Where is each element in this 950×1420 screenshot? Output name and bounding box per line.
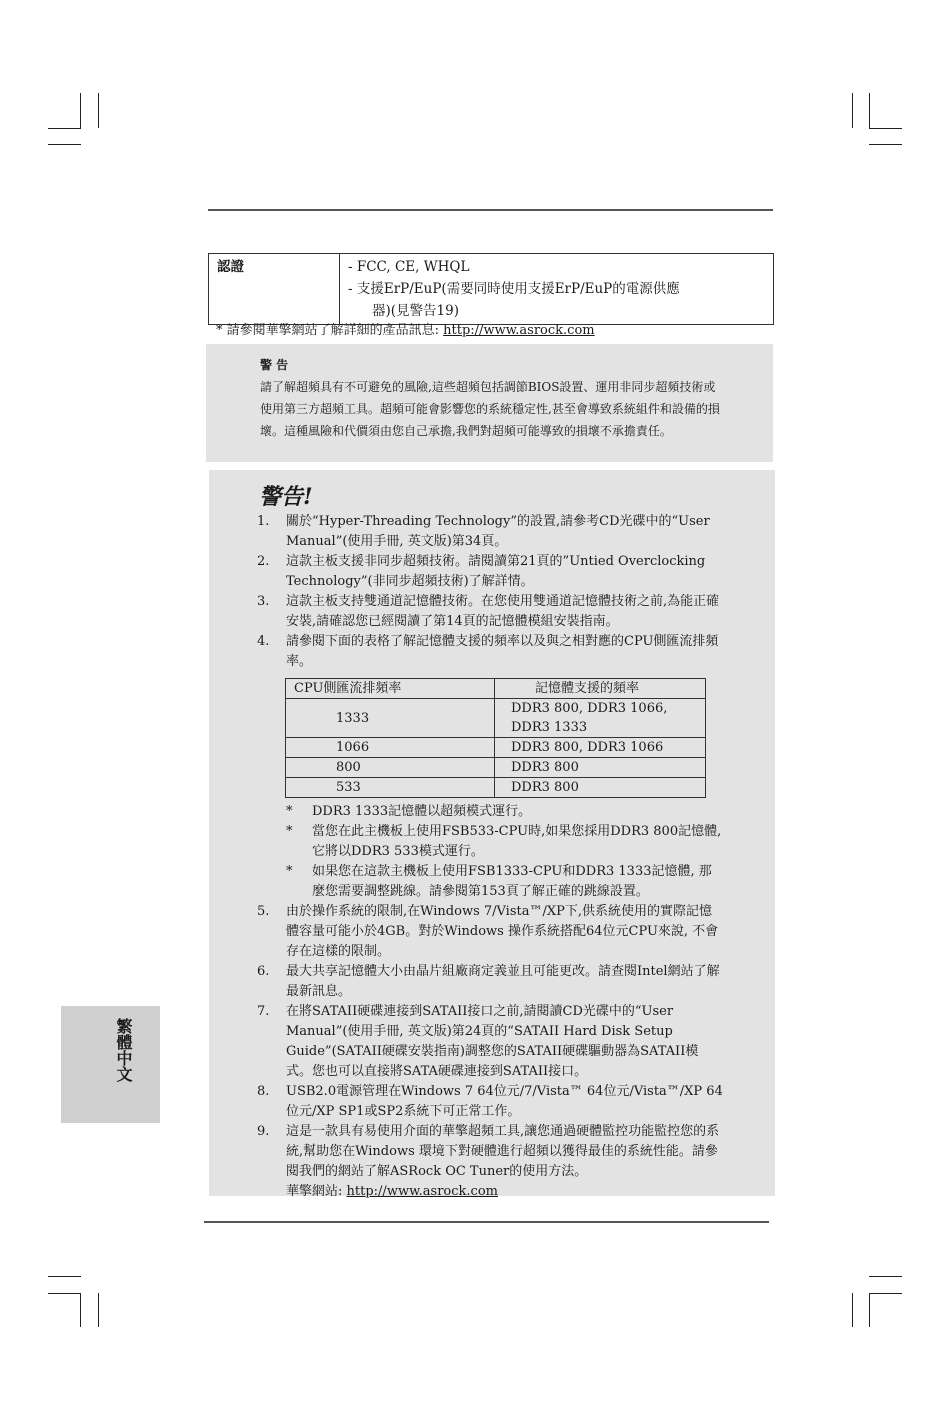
crop-mark (80, 93, 81, 128)
list-item (253, 512, 723, 552)
crop-mark (48, 1293, 81, 1294)
list-item (253, 962, 723, 1002)
item9-site-link[interactable]: http://www.asrock.com (346, 1184, 498, 1199)
freq-cell: 533 (286, 778, 495, 798)
list-item (253, 1082, 723, 1122)
freq-note-text: 如果您在這款主機板上使用FSB1333-CPU和DDR3 1333記憶體, 那麼您需要調整跳線。請參閱第153頁了解正確的跳線設置。 (312, 864, 712, 899)
language-tab (61, 1006, 160, 1123)
item-text: 在將SATAII硬碟連接到SATAII接口之前,請閱讀CD光碟中的“User Manual”(使用手冊, 英文版)第24頁的“SATAII Hard Disk Setup Guide”(SATAII硬碟安裝指南)調整您的SATAII硬碟驅動器為SATAII模式。您也可以直接將SATA硬碟連接到SATAII接口。 (286, 1004, 699, 1079)
freq-cell: 800 (286, 758, 495, 778)
spec-line: 器)(見警告19) (372, 303, 459, 319)
freq-table (285, 678, 706, 798)
crop-mark (869, 1293, 870, 1327)
list-item (253, 632, 723, 902)
warnings-list (253, 512, 723, 1202)
crop-mark (869, 1276, 902, 1277)
crop-mark (869, 1293, 902, 1294)
warnings-box (209, 470, 775, 1199)
freq-cell: DDR3 800, DDR3 1066, DDR3 1333 (495, 699, 706, 738)
item-number: 4. (257, 634, 270, 649)
freq-note-text: DDR3 1333記憶體以超頻模式運行。 (312, 804, 532, 819)
freq-note-text: 當您在此主機板上使用FSB533-CPU時,如果您採用DDR3 800記憶體,它將以DDR3 533模式運行。 (312, 824, 722, 859)
freq-note: * 當您在此主機板上使用FSB533-CPU時,如果您採用DDR3 800記憶體,它將以DDR3 533模式運行。 (286, 824, 722, 859)
list-item (253, 552, 723, 592)
item-number: 8. (257, 1084, 270, 1099)
item-text: 關於“Hyper-Threading Technology”的設置,請參考CD光碟中的“User Manual”(使用手冊, 英文版)第34頁。 (286, 514, 710, 549)
item9-site-label: 華擎網站: (286, 1184, 343, 1199)
crop-mark (869, 93, 870, 128)
spec-table (208, 253, 774, 325)
item-text: 這是一款具有易使用介面的華擎超頻工具,讓您通過硬體監控功能監控您的系統,幫助您在Windows 環境下對硬體進行超頻以獲得最佳的系統性能。請參閱我們的網站了解ASRock OC Tuner的使用方法。 (286, 1124, 720, 1179)
crop-mark (98, 93, 99, 128)
item-number: 1. (257, 514, 270, 529)
crop-mark (852, 93, 853, 128)
freq-cell: DDR3 800, DDR3 1066 (495, 738, 706, 758)
item-number: 3. (257, 594, 270, 609)
footnote-link[interactable]: http://www.asrock.com (443, 323, 595, 338)
freq-cell: DDR3 800 (495, 778, 706, 798)
freq-header: CPU側匯流排頻率 (286, 679, 495, 699)
spec-line: - FCC, CE, WHQL (348, 259, 470, 275)
list-item (253, 1122, 723, 1202)
footer-rule (204, 1221, 769, 1223)
footnote (216, 322, 595, 340)
list-item (253, 1002, 723, 1082)
caution-title: 警 告 (260, 358, 289, 372)
crop-mark (48, 144, 81, 145)
crop-mark (80, 1293, 81, 1327)
list-item (253, 592, 723, 632)
caution-box (206, 344, 773, 462)
item-text: 這款主板支持雙通道記憶體技術。在您使用雙通道記憶體技術之前,為能正確安裝,請確認您已經閱讀了第14頁的記憶體模組安裝指南。 (286, 594, 720, 629)
footnote-text: * 請參閱華擎網站了解詳細的產品訊息: (216, 323, 440, 338)
freq-cell: 1066 (286, 738, 495, 758)
crop-mark (869, 144, 902, 145)
item-text: 請參閱下面的表格了解記憶體支援的頻率以及與之相對應的CPU側匯流排頻率。 (286, 634, 719, 669)
freq-note: * 如果您在這款主機板上使用FSB1333-CPU和DDR3 1333記憶體, 那麼您需要調整跳線。請參閱第153頁了解正確的跳線設置。 (286, 864, 712, 899)
warnings-title: 警告! (259, 484, 313, 510)
freq-header: 記憶體支援的頻率 (495, 679, 706, 699)
crop-mark (852, 1293, 853, 1327)
item-text: USB2.0電源管理在Windows 7 64位元/7/Vista™ 64位元/Vista™/XP 64位元/XP SP1或SP2系統下可正常工作。 (286, 1084, 723, 1119)
crop-mark (48, 128, 81, 129)
item-text: 最大共享記憶體大小由晶片組廠商定義並且可能更改。請查閱Intel網站了解最新訊息。 (286, 964, 720, 999)
crop-mark (869, 128, 902, 129)
item-number: 9. (257, 1124, 270, 1139)
crop-mark (48, 1276, 81, 1277)
freq-cell: 1333 (286, 699, 495, 738)
item-number: 2. (257, 554, 270, 569)
header-rule (208, 209, 773, 211)
item9-site (286, 1182, 723, 1202)
caution-body: 請了解超頻具有不可避免的風險,這些超頻包括調節BIOS設置、運用非同步超頻技術或使用第三方超頻工具。超頻可能會影響您的系統穩定性,甚至會導致系統組件和設備的損壞。這種風險和代價須由您自己承擔,我們對超頻可能導致的損壞不承擔責任。 (260, 380, 720, 438)
spec-label: 認證 (209, 254, 340, 325)
item-number: 7. (257, 1004, 270, 1019)
spec-line: - 支援ErP/EuP(需要同時使用支援ErP/EuP的電源供應 (348, 281, 680, 297)
item-number: 6. (257, 964, 270, 979)
list-item (253, 902, 723, 962)
spec-values (340, 254, 774, 325)
item-number: 5. (257, 904, 270, 919)
crop-mark (98, 1293, 99, 1327)
freq-cell: DDR3 800 (495, 758, 706, 778)
freq-note: * DDR3 1333記憶體以超頻模式運行。 (286, 804, 532, 819)
language-tab-label: 繁體中文 (114, 1018, 133, 1082)
freq-notes (286, 802, 723, 902)
item-text: 這款主板支援非同步超頻技術。請閱讀第21頁的”Untied Overclocking Technology”(非同步超頻技術)了解詳情。 (286, 554, 706, 589)
item-text: 由於操作系統的限制,在Windows 7/Vista™/XP下,供系統使用的實際記憶體容量可能小於4GB。對於Windows 操作系統搭配64位元CPU來說, 不會存在這樣的限制。 (286, 904, 719, 959)
